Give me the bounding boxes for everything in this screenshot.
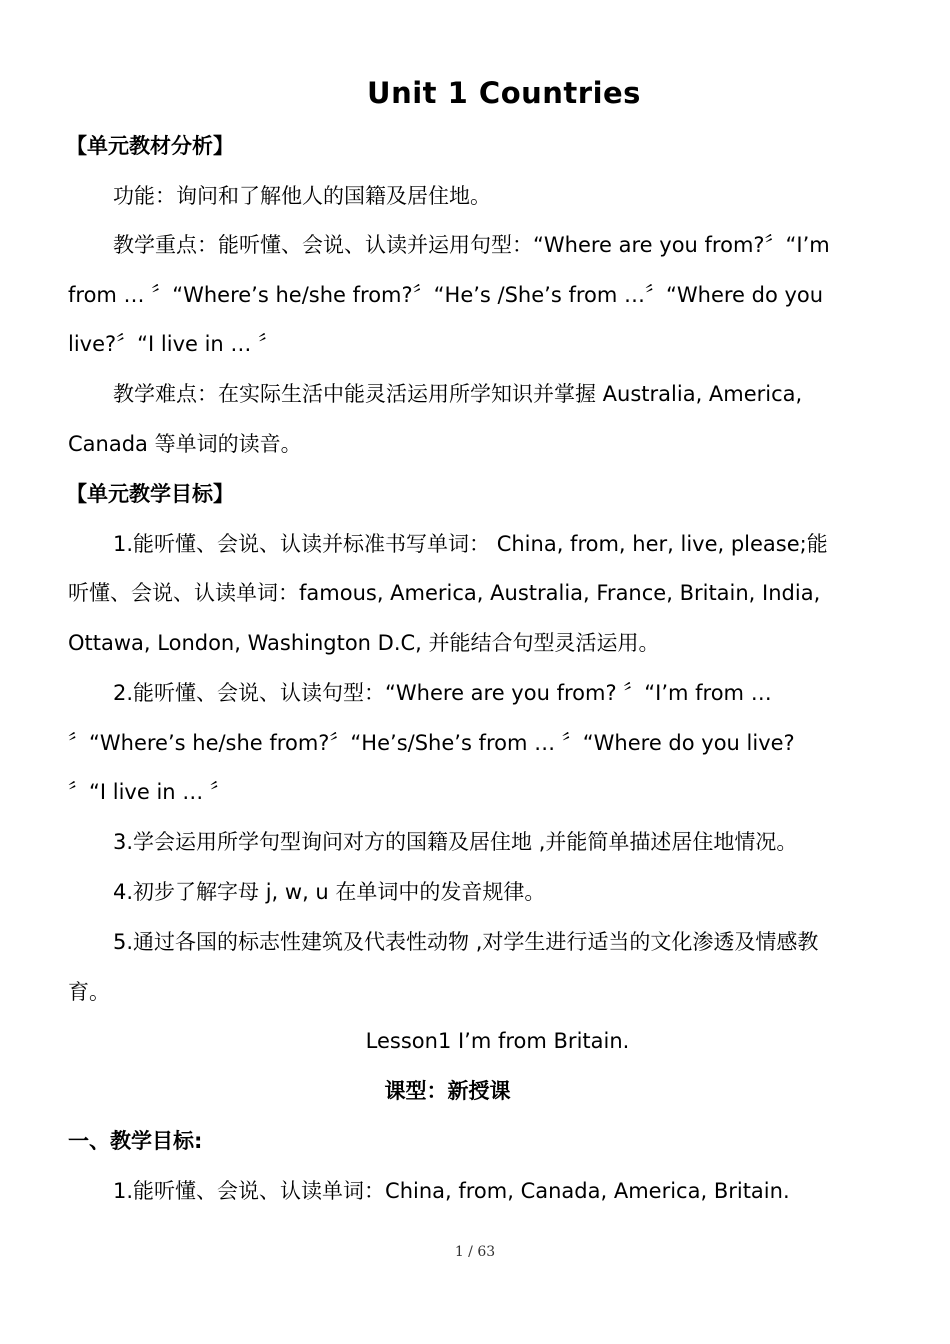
key-points-line-2: from … 〞“Where’s he/she from?〞“He’s /She’s from …〞“Where do you: [68, 283, 824, 307]
unit-goals-heading: 【单元教学目标】: [66, 482, 234, 506]
difficult-points-line-1: 教学难点：在实际生活中能灵活运用所学知识并掌握 Australia, America,: [113, 382, 803, 406]
goal2-line-3: 〞“I live in … 〞: [68, 780, 231, 804]
goal2-line-2: 〞“Where’s he/she from?〞“He’s/She’s from … 〞“Where do you live?: [68, 731, 795, 755]
page-number: 1 / 63: [454, 1244, 496, 1260]
goal5-line-1: 5.通过各国的标志性建筑及代表性动物 ,对学生进行适当的文化渗透及情感教: [113, 930, 819, 954]
lesson-title: Lesson1 I’m from Britain.: [365, 1029, 630, 1053]
key-points-line-1: 教学重点：能听懂、会说、认读并运用句型：“Where are you from?〞“I’m: [113, 233, 830, 257]
teaching-goals-heading: 一、教学目标:: [68, 1129, 203, 1153]
goal4-line: 4.初步了解字母 j, w, u 在单词中的发音规律。: [113, 880, 546, 904]
difficult-points-line-2: Canada 等单词的读音。: [68, 432, 302, 456]
lesson-type: 课型：新授课: [384, 1079, 511, 1103]
goal5-line-2: 育。: [68, 980, 110, 1004]
document-title: Unit 1 Countries: [367, 76, 641, 110]
goal1-line-1: 1.能听懂、会说、认读并标准书写单词： China, from, her, live, please;能: [113, 532, 828, 556]
function-line: 功能：询问和了解他人的国籍及居住地。: [113, 184, 491, 208]
key-points-line-3: live?〞“I live in … 〞: [68, 332, 280, 356]
teaching-goal1-line: 1.能听懂、会说、认读单词：China, from, Canada, America, Britain.: [113, 1179, 790, 1203]
goal2-line-1: 2.能听懂、会说、认读句型：“Where are you from? 〞“I’m from …: [113, 681, 772, 705]
goal3-line: 3.学会运用所学句型询问对方的国籍及居住地 ,并能简单描述居住地情况。: [113, 830, 798, 854]
unit-analysis-heading: 【单元教材分析】: [66, 134, 234, 158]
goal1-line-2: 听懂、会说、认读单词：famous, America, Australia, France, Britain, India,: [68, 581, 821, 605]
goal1-line-3: Ottawa, London, Washington D.C, 并能结合句型灵活运用。: [68, 631, 660, 655]
